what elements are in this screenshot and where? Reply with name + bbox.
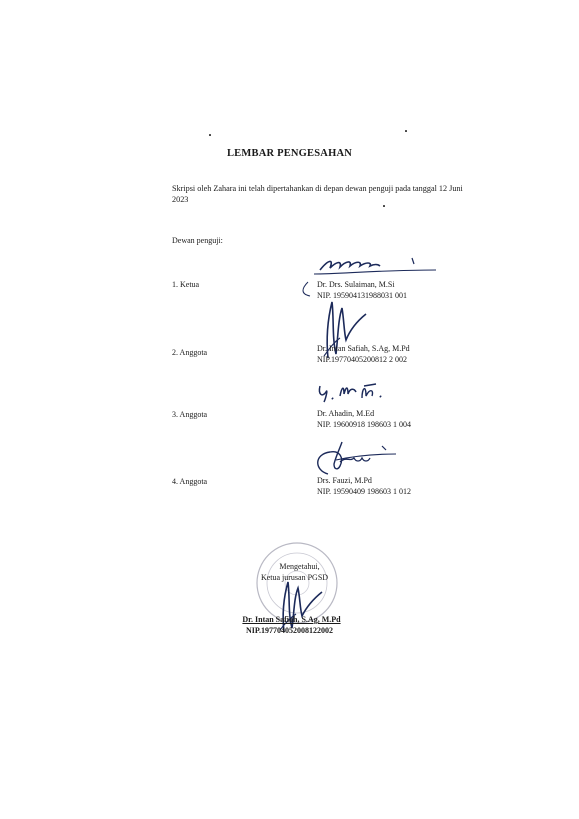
intro-paragraph: Skripsi oleh Zahara ini telah dipertahankan di depan dewan penguji pada tanggal 12 Juni 2023 (172, 184, 463, 204)
examiner-3-role: 3. Anggota (172, 410, 208, 419)
examiner-4-role: 4. Anggota (172, 477, 208, 486)
scan-speck (209, 134, 211, 136)
examiner-2-nip: NIP.19770405200812 2 002 (317, 355, 408, 364)
scan-speck (383, 205, 385, 207)
approval-line-2: Ketua jurusan PGSD (260, 573, 329, 582)
examiner-2-name: Dr. Intan Safiah, S.Ag, M.Pd (317, 344, 410, 353)
examiner-4-name: Drs. Fauzi, M.Pd (317, 476, 372, 485)
examiner-4-nip: NIP. 19590409 198603 1 012 (317, 487, 412, 496)
scan-speck (405, 130, 407, 132)
examiner-2-role: 2. Anggota (172, 348, 208, 357)
examiner-3-nip: NIP. 19600918 198603 1 004 (317, 420, 412, 429)
signature-anggota-3 (316, 380, 392, 406)
approval-name-text: Dr. Intan Safiah, S.Ag, M.Pd (242, 615, 341, 624)
document-title: LEMBAR PENGESAHAN (226, 148, 353, 159)
approval-nip (0, 626, 579, 635)
approval-line-1: Mengetahui, (279, 562, 320, 571)
examiner-1-name: Dr. Drs. Sulaiman, M.Si (317, 280, 395, 289)
approval-name (2, 615, 579, 624)
approval-nip-text: NIP.197704052008122002 (245, 626, 334, 635)
panel-label: Dewan penguji: (172, 236, 223, 245)
signature-anggota-4 (310, 440, 400, 476)
examiner-1-nip: NIP. 195904131988031 001 (317, 291, 408, 300)
examiner-3-name: Dr. Ahadin, M.Ed (317, 409, 375, 418)
examiner-1-role: 1. Ketua (172, 280, 200, 289)
